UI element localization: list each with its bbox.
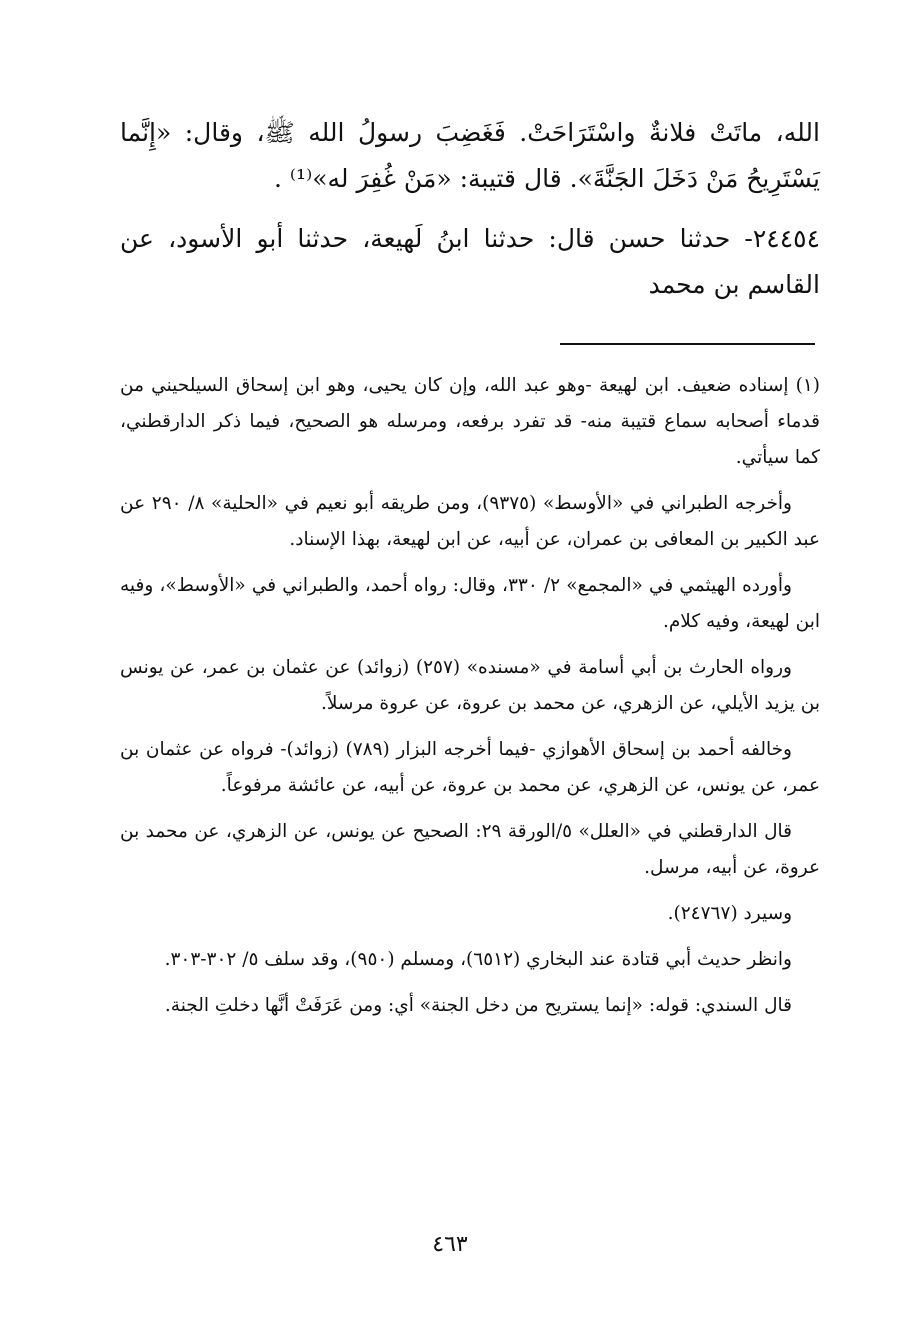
footnote-paragraph: (١) إسناده ضعيف. ابن لهيعة -وهو عبد الله، وإن كان يحيى، وهو ابن إسحاق السيلحيني من قدماء أصحابه سماع قتيبة منه- قد تفرد برفعه، ومرسله هو الصحيح، فيما ذكر الدارقطني، كما سيأتي. — [120, 375, 820, 468]
footnote-paragraph: وخالفه أحمد بن إسحاق الأهوازي -فيما أخرجه البزار (٧٨٩) (زوائد)- فرواه عن عثمان بن عمر، عن يونس، عن الزهري، عن محمد بن عروة، عن أبيه، عن عائشة مرفوعاً. — [120, 739, 820, 796]
footnote-paragraph: ورواه الحارث بن أبي أسامة في «مسنده» (٢٥٧) (زوائد) عن عثمان بن عمر، عن يونس بن يزيد الأيلي، عن الزهري، عن محمد بن عروة، عن عروة مرسلاً. — [120, 657, 820, 714]
footnote-paragraph: وأورده الهيثمي في «المجمع» ٢/ ٣٣٠، وقال: رواه أحمد، والطبراني في «الأوسط»، وفيه ابن لهيعة، وفيه كلام. — [120, 575, 820, 632]
footnote-paragraph: وانظر حديث أبي قتادة عند البخاري (٦٥١٢)، ومسلم (٩٥٠)، وقد سلف ٥/ ٣٠٢-٣٠٣. — [164, 949, 792, 970]
footnote-paragraph: وسيرد (٢٤٧٦٧). — [667, 903, 792, 924]
footnote-paragraph: قال السندي: قوله: «إنما يستريح من دخل الجنة» أي: ومن عَرَفَتْ أنَّها دخلتِ الجنة. — [164, 995, 792, 1016]
footnote-paragraph: قال الدارقطني في «العلل» ٥/الورقة ٢٩: الصحيح عن يونس، عن الزهري، عن محمد بن عروة، عن أبيه، مرسل. — [120, 821, 820, 878]
footnote-paragraph: وأخرجه الطبراني في «الأوسط» (٩٣٧٥)، ومن طريقه أبو نعيم في «الحلية» ٨/ ٢٩٠ عن عبد الكبير بن المعافى بن عمران، عن أبيه، عن ابن لهيعة، بهذا الإسناد. — [120, 493, 820, 550]
page-number: ٤٦٣ — [432, 1232, 468, 1257]
hadith-paragraph: ٢٤٤٥٤- حدثنا حسن قال: حدثنا ابنُ لَهيعة، حدثنا أبو الأسود، عن القاسم بن محمد — [120, 224, 820, 299]
main-text — [120, 110, 820, 308]
main-paragraph: الله، ماتَتْ فلانةٌ واسْتَرَاحَتْ. فَغَضِبَ رسولُ الله ﷺ، وقال: «إِنَّما يَسْتَرِيحُ مَنْ دَخَلَ الجَنَّةَ». قال قتيبة: «مَنْ غُفِرَ له»⁽¹⁾ . — [120, 118, 820, 193]
footnote-separator — [560, 343, 815, 345]
footnotes — [120, 368, 820, 1034]
